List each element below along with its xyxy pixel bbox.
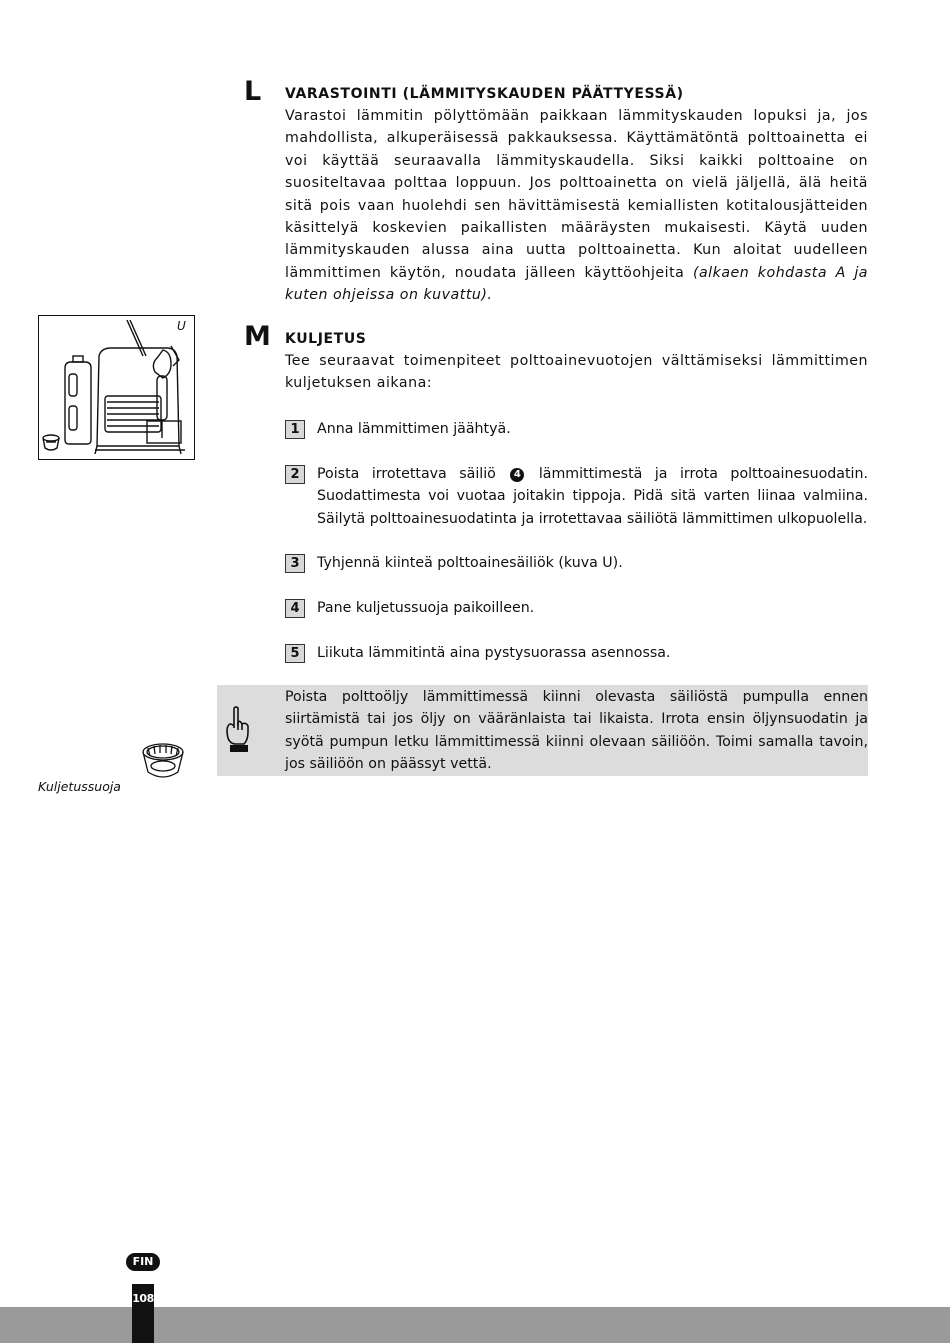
section-l-letter: L [244,76,262,107]
step-3-number: 3 [285,554,305,573]
page-number: 108 [132,1292,154,1305]
pointing-hand-icon [222,704,252,754]
transport-cap-image [140,740,186,784]
section-m-intro: Tee seuraavat toimenpiteet polttoainevuotojen välttämiseksi lämmittimen kuljetuksen aikana: [285,353,868,392]
step-2-number: 2 [285,465,305,484]
step-3-text: Tyhjennä kiinteä polttoainesäiliök (kuva U). [317,555,623,571]
section-l-body [285,105,868,307]
section-m-letter: M [244,321,271,352]
section-l-body-text: Varastoi lämmitin pölyttömään paikkaan lämmityskauden lopuksi ja, jos mahdollista, alkuperäisessä pakkauksessa. Käyttämätöntä polttoainetta ei voi käyttää seuraavalla lämmityskaudella. Siksi kaikki polttoaine on suositeltavaa polttaa loppuun. Jos polttoainetta on vielä jäljellä, älä heitä sitä pois vaan huolehdi sen hävittämisestä kemiallisten kotitalousjätteiden käsittelyä koskevien paikallisten määräysten mukaisesti. Käytä uuden lämmityskauden alussa aina uutta polttoainetta. Kun aloitat uudelleen lämmittimen käytön, noudata jälleen käyttöohjeita [285,108,868,281]
heater-pump-illustration [39,316,193,458]
step-4-text: Pane kuljetussuoja paikoilleen. [317,600,535,616]
figure-u [38,315,195,460]
step-2-text-b: lämmittimestä ja irrota polttoainesuodatin. Suodattimesta voi vuotaa joitakin tippoja. Pidä sitä varten liinaa valmiina. Säilytä polttoainesuodatinta ja irrotettavaa säiliötä lämmittimen ulkopuolella. [317,466,868,527]
part-4-reference: 4 [510,468,524,482]
language-badge: FIN [126,1253,160,1271]
step-5-text: Liikuta lämmitintä aina pystysuorassa asennossa. [317,645,671,661]
step-1-text: Anna lämmittimen jäähtyä. [317,421,511,437]
section-l-body-italic: (alkaen kohdasta A ja kuten ohjeissa on kuvattu). [285,264,868,304]
section-m-title: KULJETUS [285,331,367,347]
warning-note-text: Poista polttoöljy lämmittimessä kiinni olevasta säiliöstä pumpulla ennen siirtämistä tai jos öljy on vääränlaista tai likaista. Irrota ensin öljynsuodatin ja syötä pumpun letku lämmittimessä kiinni olevaan säiliöön. Toimi samalla tavoin, jos säiliöön on päässyt vettä. [285,689,868,773]
step-2-text [317,463,868,530]
figure-u-label: U [177,319,186,333]
transport-cap-caption: Kuljetussuoja [38,779,121,794]
step-5-number: 5 [285,644,305,663]
step-1-number: 1 [285,420,305,439]
step-2-text-a: Poista irrotettava säiliö [317,466,496,482]
step-4-number: 4 [285,599,305,618]
section-l-title: VARASTOINTI (LÄMMITYSKAUDEN PÄÄTTYESSÄ) [285,86,684,102]
